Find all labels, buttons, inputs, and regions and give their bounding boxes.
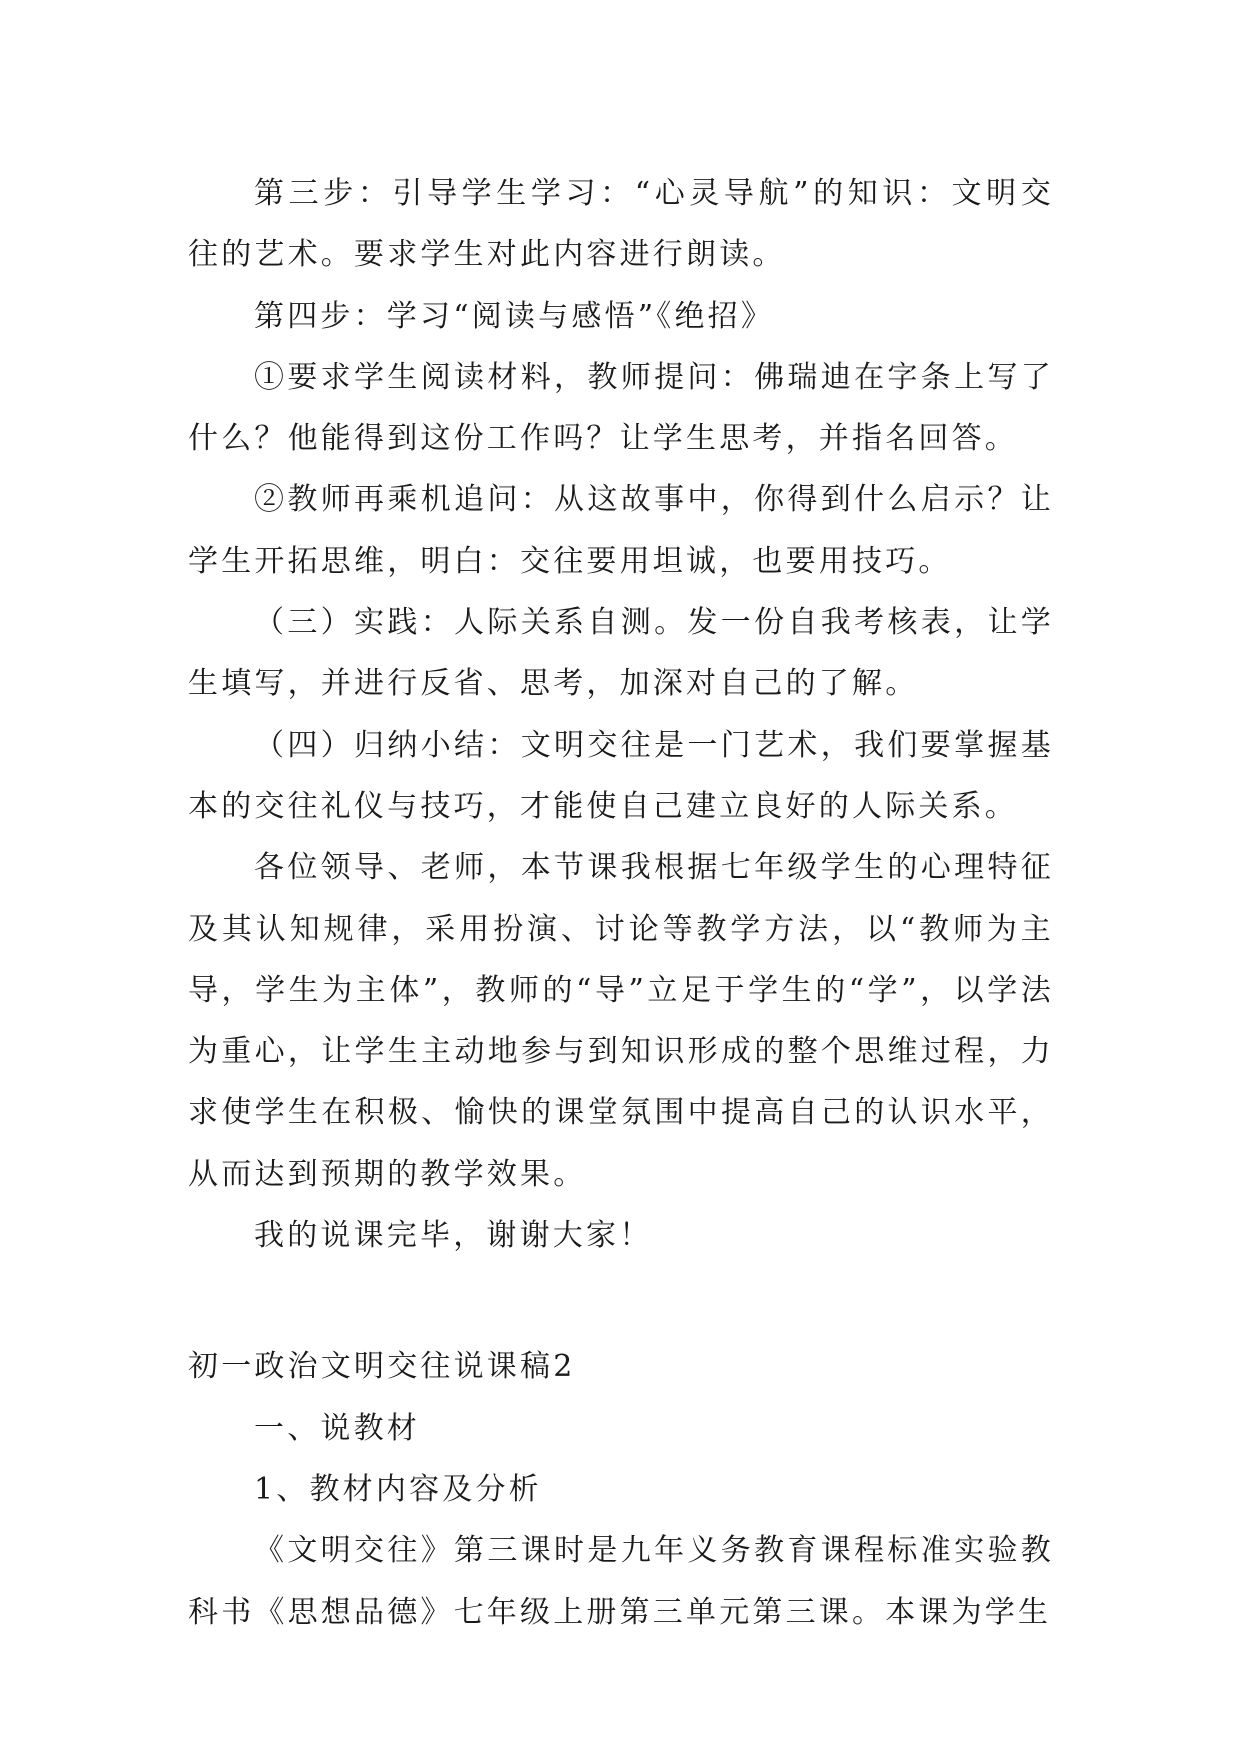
paragraph-closing-remarks: 各位领导、老师，本节课我根据七年级学生的心理特征及其认知规律，采用扮演、讨论等教学方法，以“教师为主导，学生为主体”，教师的“导”立足于学生的“学”，以学法为重心，让学生主动地参与到知识形成的整个思维过程，力求使学生在积极、愉快的课堂氛围中提高自己的认识水平，从而达到预期的教学效果。 bbox=[188, 850, 1054, 1192]
section-title: 初一政治文明交往说课稿2 bbox=[188, 1349, 576, 1385]
paragraph-summary: （四）归纳小结：文明交往是一门艺术，我们要掌握基本的交往礼仪与技巧，才能使自己建立良好的人际关系。 bbox=[188, 727, 1054, 824]
paragraph-item-two: ②教师再乘机追问：从这故事中，你得到什么启示？让学生开拓思维，明白：交往要用坦诚，也要用技巧。 bbox=[188, 482, 1054, 579]
paragraph-textbook-intro: 《文明交往》第三课时是九年义务教育课程标准实验教科书《思想品德》七年级上册第三单元第三课。本课为学生 bbox=[188, 1533, 1054, 1630]
paragraph-practice: （三）实践：人际关系自测。发一份自我考核表，让学生填写，并进行反省、思考，加深对自己的了解。 bbox=[188, 605, 1054, 702]
heading-textbook: 一、说教材 bbox=[254, 1410, 420, 1446]
heading-content-analysis: 1、教材内容及分析 bbox=[254, 1471, 542, 1507]
paragraph-item-one: ①要求学生阅读材料，教师提问：佛瑞迪在字条上写了什么？他能得到这份工作吗？让学生思考，并指名回答。 bbox=[188, 359, 1054, 457]
document-body bbox=[188, 163, 1054, 1643]
paragraph-step-three: 第三步：引导学生学习：“心灵导航”的知识：文明交往的艺术。要求学生对此内容进行朗读。 bbox=[188, 176, 1054, 273]
paragraph-thanks: 我的说课完毕，谢谢大家！ bbox=[254, 1218, 653, 1254]
paragraph-step-four: 第四步：学习“阅读与感悟”《绝招》 bbox=[254, 298, 775, 334]
